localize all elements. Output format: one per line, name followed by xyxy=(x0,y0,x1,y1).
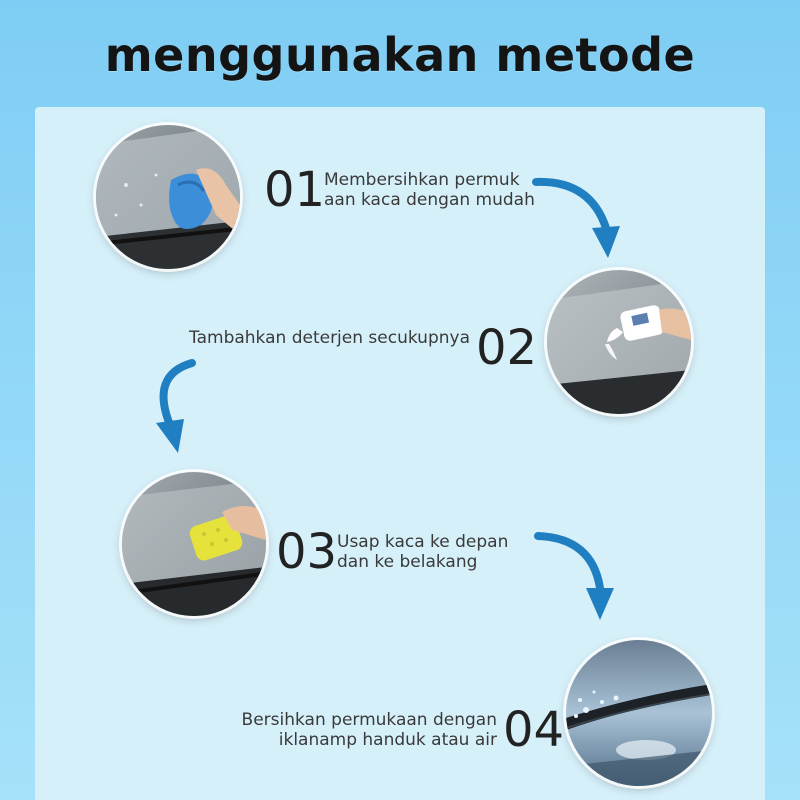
cloth-wiping-windshield-illustration xyxy=(96,125,240,269)
step-2-text xyxy=(150,328,470,348)
step-1-image xyxy=(96,125,240,269)
step-3-number: 03 xyxy=(276,524,338,580)
step-3-image xyxy=(122,472,266,616)
step-4-line-1: Bersihkan permukaan dengan xyxy=(241,710,497,730)
arrow-down-right-icon xyxy=(528,168,628,268)
step-4-line-2: iklanamp handuk atau air xyxy=(278,730,497,750)
step-4-text xyxy=(200,710,497,750)
step-1-line-2: aan kaca dengan mudah xyxy=(324,190,535,210)
page-title: menggunakan metode xyxy=(104,28,696,82)
step-1-line-1: Membersihkan permuk xyxy=(324,170,520,190)
step-3-text xyxy=(337,532,508,572)
arrow-down-left-icon xyxy=(140,355,240,460)
sponge-on-windshield-illustration xyxy=(122,472,266,616)
step-3-line-1: Usap kaca ke depan xyxy=(337,532,509,552)
step-2-image xyxy=(547,270,691,414)
step-4-image xyxy=(566,640,712,786)
wiper-blade-water-splash-illustration xyxy=(566,640,712,786)
pouring-detergent-on-glass-illustration xyxy=(547,270,691,414)
step-2-number: 02 xyxy=(476,320,538,376)
step-4-number: 04 xyxy=(503,702,565,758)
step-2-line-1: Tambahkan deterjen secukupnya xyxy=(189,328,470,348)
step-1-text xyxy=(324,170,535,210)
step-3-line-2: dan ke belakang xyxy=(337,552,478,572)
arrow-down-right-icon xyxy=(528,528,628,628)
step-1-number: 01 xyxy=(264,162,326,218)
